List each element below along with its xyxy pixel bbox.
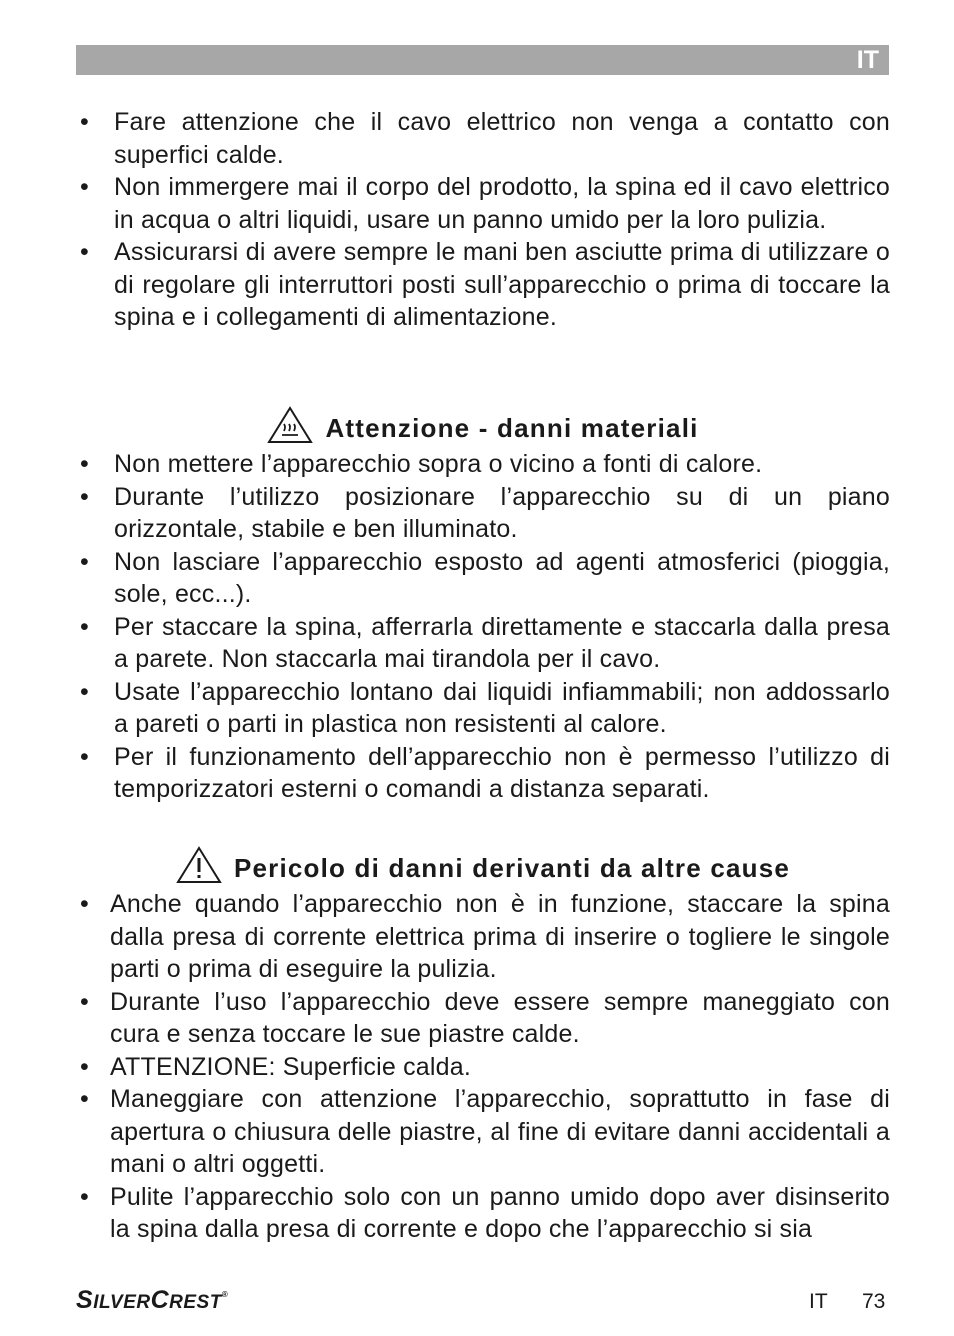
section-heading [76, 846, 890, 884]
list-item: • ATTENZIONE: Superficie calda. [80, 1052, 472, 1081]
header-bar [76, 45, 889, 75]
list-item: • Non mettere l’apparecchio sopra o vicino a fonti di calore. [80, 450, 763, 478]
list-item: • Assicurarsi di avere sempre le mani ben asciutte prima di utilizzare o di regolare gli interruttori posti sull’apparecchio o prima di toccare la spina e i collegamenti di alimentazione. [80, 238, 890, 331]
list-item: • Usate l’apparecchio lontano dai liquidi infiammabili; non addossarlo a pareti o parti in plastica non resistenti al calore. [80, 677, 890, 738]
list-item: • Pulite l’apparecchio solo con un panno umido dopo aver disinserito la spina dalla presa di corrente e dopo che l’apparecchio si sia [80, 1182, 890, 1243]
page-number: 73 [862, 1290, 886, 1313]
list-item: • Anche quando l’apparecchio non è in funzione, staccare la spina dalla presa di corrente elettrica prima di inserire o togliere le singole parti o prima di eseguire la pulizia. [80, 890, 890, 983]
other-hazards-list [76, 888, 890, 1246]
safety-list [76, 106, 890, 334]
section-safety-electrical [76, 106, 890, 334]
list-item: • Per staccare la spina, afferrarla direttamente e staccarla dalla presa a parete. Non staccarla mai tirandola per il cavo. [80, 612, 890, 673]
header-language: IT [856, 46, 879, 74]
section-material-damage [76, 406, 890, 806]
footer-language: IT [809, 1290, 828, 1313]
list-item: • Durante l’utilizzo posizionare l’apparecchio su di un piano orizzontale, stabile e ben illuminato. [80, 482, 890, 543]
material-damage-list [76, 448, 890, 806]
list-item: • Non immergere mai il corpo del prodotto, la spina ed il cavo elettrico in acqua o altri liquidi, usare un panno umido per la loro pulizia. [80, 173, 890, 234]
list-item: • Fare attenzione che il cavo elettrico non venga a contatto con superfici calde. [80, 108, 890, 169]
heading-text: Pericolo di danni derivanti da altre cause [233, 853, 791, 883]
exclamation-warning-icon [176, 846, 222, 884]
hot-surface-warning-icon [267, 406, 313, 444]
list-item: • Durante l’uso l’apparecchio deve essere sempre maneggiato con cura e senza toccare le sue piastre calde. [80, 987, 890, 1048]
heading-text: Attenzione - danni materiali [325, 413, 699, 443]
list-item: • Per il funzionamento dell’apparecchio non è permesso l’utilizzo di temporizzatori esterni o comandi a distanza separati. [80, 742, 890, 803]
section-other-hazards [76, 846, 890, 1246]
brand-logo: SILVERCREST® [76, 1286, 229, 1314]
list-item: • Maneggiare con attenzione l’apparecchio, soprattutto in fase di apertura o chiusura delle piastre, al fine di evitare danni accidentali a mani o altri oggetti. [80, 1085, 890, 1178]
section-heading [76, 406, 890, 444]
list-item: • Non lasciare l’apparecchio esposto ad agenti atmosferici (pioggia, sole, ecc...). [80, 547, 890, 608]
